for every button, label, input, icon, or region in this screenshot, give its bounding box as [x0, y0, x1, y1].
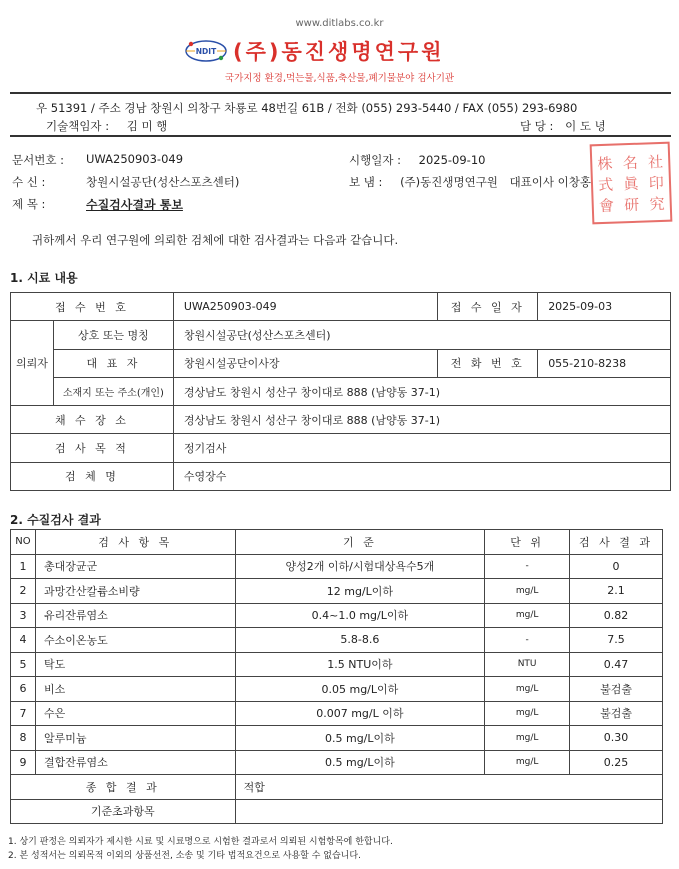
overall-label: 종 합 결 과	[11, 775, 236, 800]
tech-manager-label: 기술책임자 :	[46, 119, 110, 133]
cell-standard: 5.8-8.6	[235, 628, 485, 653]
seal-char: 式	[597, 175, 614, 194]
cell-result: 0.25	[570, 750, 663, 775]
table-row	[11, 462, 671, 490]
cell-result: 0.30	[570, 726, 663, 751]
sender-rep: 대표이사 이창홍	[509, 175, 591, 189]
doc-no-value: UWA250903-049	[86, 152, 184, 166]
specimen-value: 수영장수	[173, 462, 670, 490]
issue-date-value: 2025-09-10	[418, 153, 486, 167]
cell-item: 총대장균군	[35, 554, 235, 579]
address-value: 경상남도 창원시 성산구 창이대로 888 (남양동 37-1)	[173, 377, 670, 405]
overall-value: 적합	[235, 775, 662, 800]
table-row	[11, 603, 663, 628]
col-standard: 기 준	[235, 530, 485, 555]
address-box	[10, 92, 671, 137]
seal-char: 會	[598, 196, 615, 215]
org-header	[185, 36, 444, 66]
rep-label: 대 표 자	[53, 349, 173, 377]
doc-no	[12, 152, 184, 168]
cell-no: 6	[11, 677, 36, 702]
seal-char: 社	[647, 152, 664, 171]
cell-unit: mg/L	[485, 579, 570, 604]
recipient	[12, 174, 240, 190]
seal-char: 株	[597, 154, 613, 173]
tech-manager-name: 김 미 행	[126, 119, 168, 133]
table-row	[11, 701, 663, 726]
purpose-label: 검 사 목 적	[11, 434, 174, 462]
address-line: 우 51391 / 주소 경남 창원시 의창구 차룡로 48번길 61B / 전화 (055) 293-5440 / FAX (055) 293-6980	[36, 101, 578, 115]
cell-unit: mg/L	[485, 750, 570, 775]
note-2: 2. 본 성적서는 의뢰목적 이외의 상품선전, 소송 및 기타 법적요건으로 사용할 수 없습니다.	[8, 851, 361, 861]
cell-no: 8	[11, 726, 36, 751]
seal-char: 眞	[623, 174, 639, 193]
phone-value: 055-210-8238	[538, 349, 671, 377]
receipt-date-label: 접 수 일 자	[438, 293, 538, 321]
company-label: 상호 또는 명칭	[53, 321, 173, 349]
doc-no-label: 문서번호 :	[12, 153, 64, 167]
table-row	[11, 652, 663, 677]
cell-no: 5	[11, 652, 36, 677]
table-header-row	[11, 530, 663, 555]
issue-date	[349, 152, 485, 168]
cell-result: 0.47	[570, 652, 663, 677]
specimen-label: 검 체 명	[11, 462, 174, 490]
col-no: NO	[11, 530, 36, 555]
cell-item: 알루미늄	[35, 726, 235, 751]
table-row	[11, 677, 663, 702]
cell-result: 0	[570, 554, 663, 579]
recipient-label: 수 신 :	[12, 175, 46, 189]
note-1: 1. 상기 판정은 의뢰자가 제시한 시료 및 시료명으로 시험한 결과로서 의뢰된 시험항목에 한합니다.	[8, 837, 393, 847]
tech-manager	[46, 118, 167, 134]
section2-title: 2. 수질검사 결과	[10, 513, 101, 527]
col-unit: 단 위	[485, 530, 570, 555]
cell-item: 유리잔류염소	[35, 603, 235, 628]
client-label: 의뢰자	[11, 321, 54, 406]
address-label: 소재지 또는 주소(개인)	[53, 377, 173, 405]
cell-unit: mg/L	[485, 677, 570, 702]
cell-unit: NTU	[485, 652, 570, 677]
cell-standard: 0.5 mg/L이하	[235, 750, 485, 775]
intro-text: 귀하께서 우리 연구원에 의뢰한 검체에 대한 검사결과는 다음과 같습니다.	[32, 233, 399, 247]
company-value: 창원시설공단(성산스포츠센터)	[173, 321, 670, 349]
contact-person	[520, 118, 606, 134]
company-seal	[590, 142, 673, 225]
sample-place-label: 채 수 장 소	[11, 406, 174, 434]
contact-name: 이 도 녕	[565, 119, 606, 133]
cell-standard: 12 mg/L이하	[235, 579, 485, 604]
seal-char: 印	[648, 173, 665, 192]
cell-unit: -	[485, 628, 570, 653]
logo-icon	[185, 39, 227, 63]
issue-date-label: 시행일자 :	[349, 153, 401, 167]
cell-standard: 0.4~1.0 mg/L이하	[235, 603, 485, 628]
table-row	[11, 434, 671, 462]
cell-unit: mg/L	[485, 726, 570, 751]
subject-label: 제 목 :	[12, 197, 46, 211]
exceed-label: 기준초과항목	[11, 799, 236, 824]
cell-item: 비소	[35, 677, 235, 702]
table-row	[11, 377, 671, 405]
cell-standard: 0.05 mg/L이하	[235, 677, 485, 702]
sample-place-value: 경상남도 창원시 성산구 창이대로 888 (남양동 37-1)	[173, 406, 670, 434]
contact-label: 담 당 :	[520, 119, 554, 133]
receipt-no-value: UWA250903-049	[173, 293, 438, 321]
purpose-value: 정기검사	[173, 434, 670, 462]
receipt-date-value: 2025-09-03	[538, 293, 671, 321]
sample-info-table	[10, 292, 671, 491]
recipient-value: 창원시설공단(성산스포츠센터)	[86, 175, 240, 189]
cell-unit: -	[485, 554, 570, 579]
table-row	[11, 726, 663, 751]
phone-label: 전 화 번 호	[438, 349, 538, 377]
subject	[12, 196, 183, 212]
col-item: 검 사 항 목	[35, 530, 235, 555]
cell-result: 불검출	[570, 677, 663, 702]
cell-no: 7	[11, 701, 36, 726]
cell-no: 1	[11, 554, 36, 579]
cell-item: 탁도	[35, 652, 235, 677]
cell-no: 3	[11, 603, 36, 628]
section1-title: 1. 시료 내용	[10, 271, 78, 285]
exceed-value	[235, 799, 662, 824]
cell-result: 7.5	[570, 628, 663, 653]
cell-unit: mg/L	[485, 603, 570, 628]
rep-value: 창원시설공단이사장	[173, 349, 438, 377]
table-row	[11, 406, 671, 434]
cell-item: 과망간산칼륨소비량	[35, 579, 235, 604]
cell-result: 불검출	[570, 701, 663, 726]
cell-standard: 1.5 NTU이하	[235, 652, 485, 677]
table-row	[11, 799, 663, 824]
seal-char: 究	[649, 194, 665, 213]
cell-no: 9	[11, 750, 36, 775]
cell-no: 4	[11, 628, 36, 653]
cell-no: 2	[11, 579, 36, 604]
table-row	[11, 750, 663, 775]
cell-item: 수소이온농도	[35, 628, 235, 653]
cell-item: 수은	[35, 701, 235, 726]
cell-standard: 0.007 mg/L 이하	[235, 701, 485, 726]
cell-result: 0.82	[570, 603, 663, 628]
table-row	[11, 349, 671, 377]
subject-value: 수질검사결과 통보	[86, 198, 183, 212]
org-title: (주)동진생명연구원	[233, 40, 445, 64]
cell-standard: 양성2개 이하/시험대상욕수5개	[235, 554, 485, 579]
seal-char: 研	[623, 195, 640, 214]
table-row	[11, 293, 671, 321]
seal-char: 名	[622, 153, 639, 172]
table-row	[11, 321, 671, 349]
cell-result: 2.1	[570, 579, 663, 604]
cell-standard: 0.5 mg/L이하	[235, 726, 485, 751]
cell-unit: mg/L	[485, 701, 570, 726]
table-row	[11, 579, 663, 604]
table-row	[11, 554, 663, 579]
sender-label: 보 냄 :	[349, 175, 383, 189]
org-subtitle: 국가지정 환경,먹는물,식품,축산물,폐기물분야 검사기관	[224, 73, 455, 84]
cell-item: 결합잔류염소	[35, 750, 235, 775]
website-url: www.ditlabs.co.kr	[295, 18, 384, 29]
sender-value: (주)동진생명연구원	[400, 175, 498, 189]
col-result: 검 사 결 과	[570, 530, 663, 555]
results-table	[10, 529, 663, 824]
table-row	[11, 775, 663, 800]
logo-text: NDIT	[195, 47, 217, 56]
receipt-no-label: 접 수 번 호	[11, 293, 174, 321]
sender	[349, 174, 591, 190]
table-row	[11, 628, 663, 653]
